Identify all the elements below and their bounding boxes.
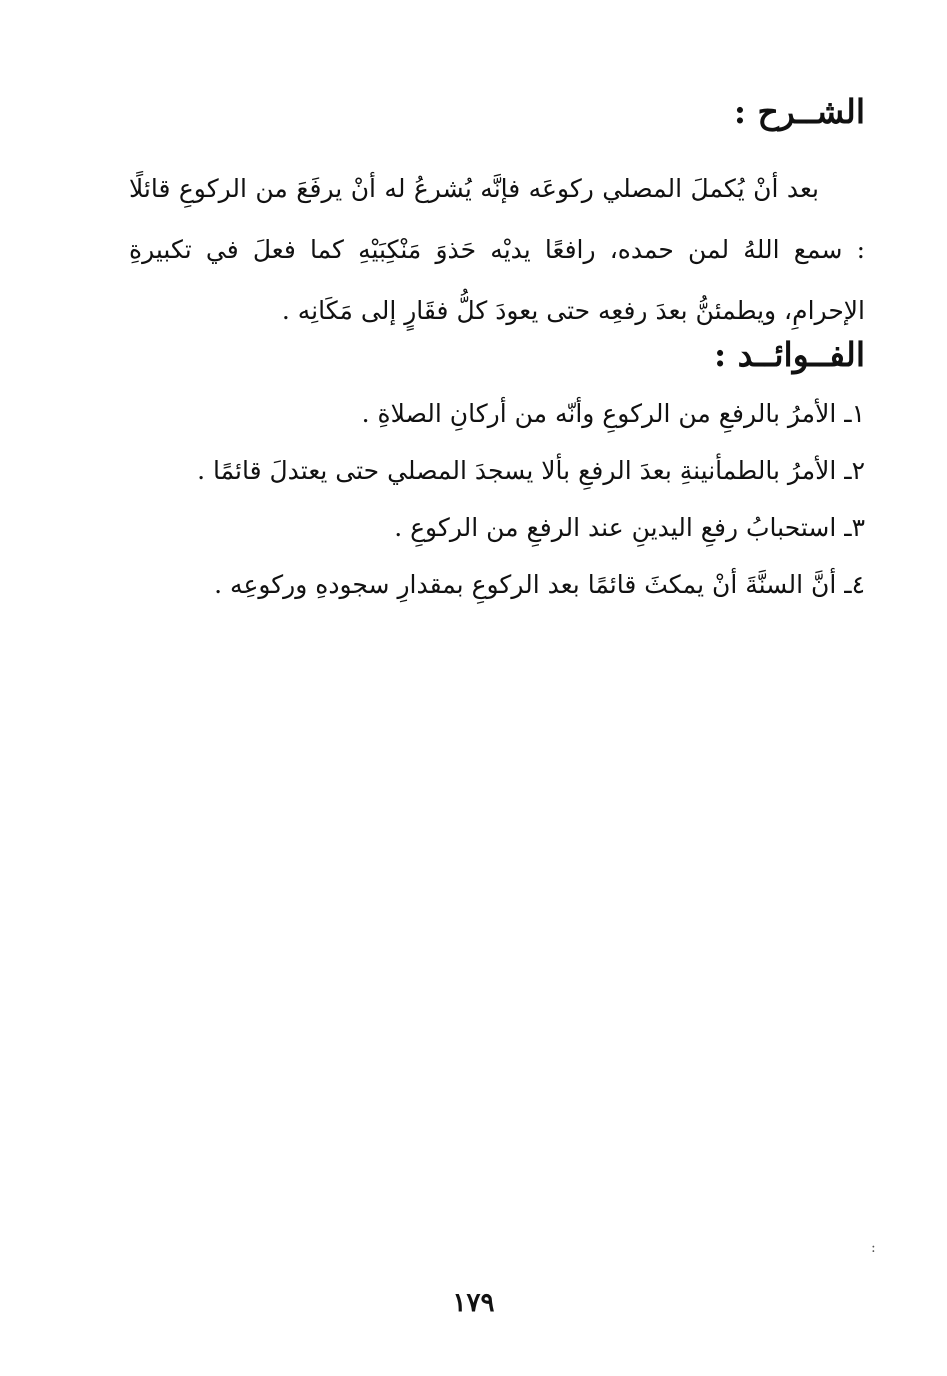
scan-speck: :	[871, 1240, 876, 1256]
page-number: ١٧٩	[452, 1288, 495, 1318]
fawaid-item-1: ١ـ الأمرُ بالرفعِ من الركوعِ وأنّه من أركانِ الصلاةِ .	[361, 399, 865, 428]
sharh-paragraph-text: بعد أنْ يُكملَ المصلي ركوعَه فإنَّه يُشرعُ له أنْ يرفَعَ من الركوعِ قائلًا : سمع اللهُ لمن حمده، رافعًا يديْه حَذوَ مَنْكِبَيْهِ كما فعلَ في تكبيرةِ الإحرامِ، ويطمئنُّ بعدَ رفعِه حتى يعودَ كلُّ فقَارٍ إلى مَكَانِه .	[129, 174, 865, 325]
fawaid-item-4: ٤ـ أنَّ السنَّةَ أنْ يمكثَ قائمًا بعد الركوعِ بمقدارِ سجودهِ وركوعِه .	[214, 570, 865, 599]
sharh-paragraph	[129, 158, 865, 341]
fawaid-heading: الفــوائــد :	[714, 335, 865, 374]
fawaid-list	[105, 385, 865, 613]
sharh-heading: الشــرح :	[733, 92, 865, 131]
fawaid-item-2: ٢ـ الأمرُ بالطمأنينةِ بعدَ الرفعِ بألا يسجدَ المصلي حتى يعتدلَ قائمًا .	[197, 456, 865, 485]
fawaid-item-3: ٣ـ استحبابُ رفعِ اليدينِ عند الرفعِ من الركوعِ .	[394, 513, 865, 542]
